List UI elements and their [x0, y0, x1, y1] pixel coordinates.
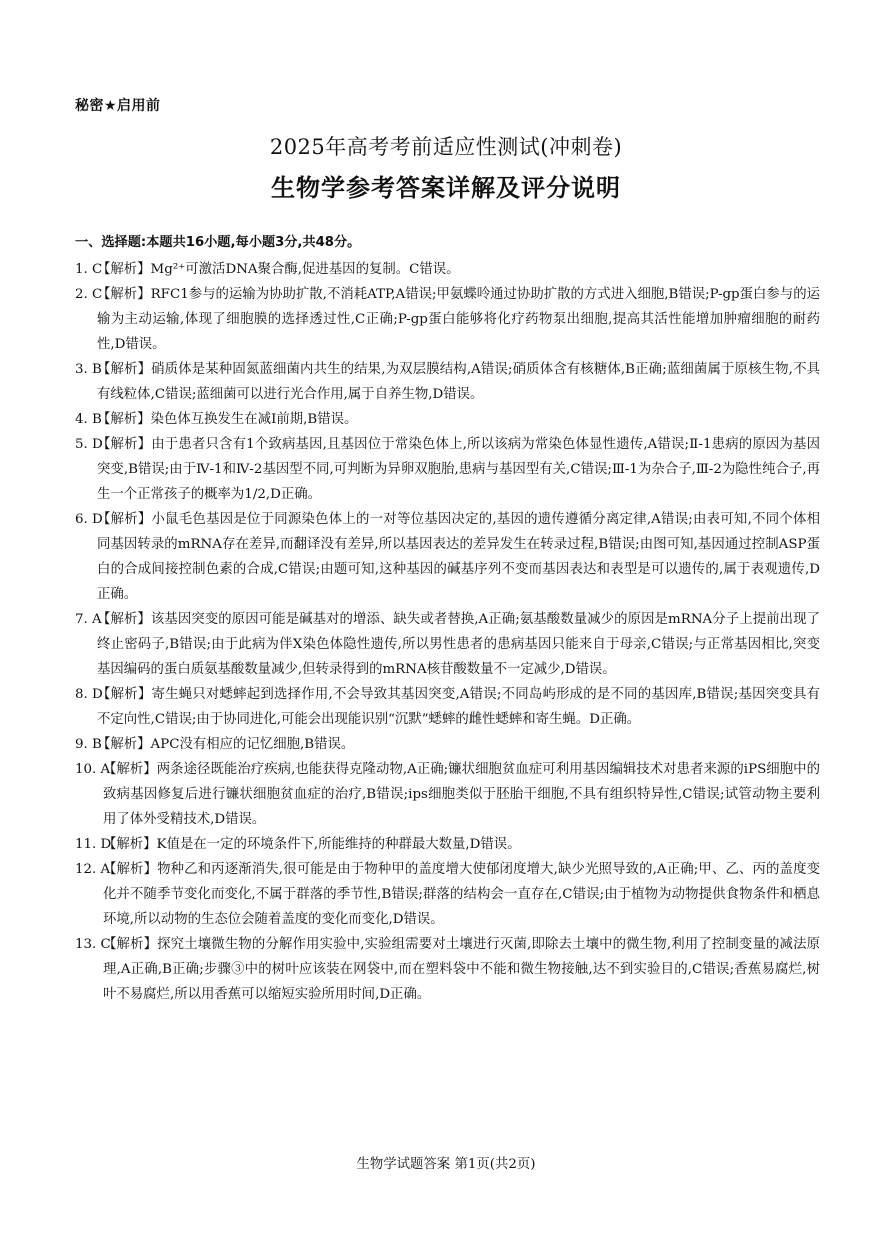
- answer-number: 12. A: [75, 862, 111, 877]
- answer-explanation: 【解析】寄生蝇只对蟋蟀起到选择作用,不会导致其基因突变,A错误;不同岛屿形成的是不同的基因库,B错误;基因突变具有不定向性,C错误;由于协同进化,可能会出现能识别“沉默”蟋蟀的雌性蟋蟀和寄生蝇。D正确。: [97, 687, 820, 727]
- answer-explanation: 【解析】Mg²⁺可激活DNA聚合酶,促进基因的复制。C错误。: [97, 262, 460, 277]
- answer-explanation: 【解析】RFC1参与的运输为协助扩散,不消耗ATP,A错误;甲氨蝶呤通过协助扩散的方式进入细胞,B错误;P-gp蛋白参与的运输为主动运输,体现了细胞膜的选择透过性,C正确;P-gp蛋白能够将化疗药物泵出细胞,提高其活性能增加肿瘤细胞的耐药性,D错误。: [97, 287, 821, 352]
- answer-explanation: 【解析】两条途径既能治疗疾病,也能获得克隆动物,A正确;镰状细胞贫血症可利用基因编辑技术对患者来源的iPS细胞中的致病基因修复后进行镰状细胞贫血症的治疗,B错误;ips细胞类似于胚胎干细胞,不具有组织特异性,C错误;试管动物主要利用了体外受精技术,D错误。: [103, 762, 820, 827]
- answer-item-13: [75, 932, 820, 1007]
- answer-item-6: [75, 507, 820, 607]
- answer-item-5: [75, 432, 820, 507]
- answer-item-1: [75, 257, 820, 282]
- answer-item-12: [75, 857, 820, 932]
- answer-number: 2. C: [75, 287, 103, 302]
- answer-number: 10. A: [75, 762, 111, 777]
- answer-explanation: 【解析】探究土壤微生物的分解作用实验中,实验组需要对土壤进行灭菌,即除去土壤中的微生物,利用了控制变量的减法原理,A正确,B正确;步骤③中的树叶应该装在网袋中,而在塑料袋中不能和微生物接触,达不到实验目的,C错误;香蕉易腐烂,树叶不易腐烂,所以用香蕉可以缩短实验所用时间,D正确。: [103, 937, 820, 1002]
- answer-number: 1. C: [75, 262, 103, 277]
- answer-item-9: [75, 732, 820, 757]
- answer-explanation: 【解析】K值是在一定的环境条件下,所能维持的种群最大数量,D错误。: [103, 837, 521, 852]
- answer-content: [75, 230, 820, 1007]
- exam-title: 2025年高考考前适应性测试(冲刺卷): [269, 135, 623, 159]
- answer-item-2: [75, 282, 820, 357]
- page-footer: 生物学试题答案 第1页(共2页): [356, 1157, 536, 1172]
- answer-number: 11. D: [75, 837, 112, 852]
- answer-number: 6. D: [75, 512, 103, 527]
- answer-explanation: 【解析】物种乙和丙逐渐消失,很可能是由于物种甲的盖度增大使郁闭度增大,缺少光照导致的,A正确;甲、乙、丙的盖度变化并不随季节变化而变化,不属于群落的季节性,B错误;群落的结构会一直存在,C错误;由于植物为动物提供食物条件和栖息环境,所以动物的生态位会随着盖度的变化而变化,D错误。: [103, 862, 820, 927]
- answer-number: 5. D: [75, 437, 103, 452]
- answer-item-3: [75, 357, 820, 407]
- answer-explanation: 【解析】硝质体是某种固氮蓝细菌内共生的结果,为双层膜结构,A错误;硝质体含有核糖体,B正确;蓝细菌属于原核生物,不具有线粒体,C错误;蓝细菌可以进行光合作用,属于自养生物,D错误。: [97, 362, 820, 402]
- answer-number: 4. B: [75, 412, 102, 427]
- answer-number: 13. C: [75, 937, 111, 952]
- document-title: 生物学参考答案详解及评分说明: [271, 174, 621, 202]
- section-heading: 一、选择题:本题共16小题,每小题3分,共48分。: [75, 235, 361, 250]
- answer-explanation: 【解析】染色体互换发生在减Ⅰ前期,B错误。: [97, 412, 358, 427]
- answer-explanation: 【解析】小鼠毛色基因是位于同源染色体上的一对等位基因决定的,基因的遗传遵循分离定律,A错误;由表可知,不同个体相同基因转录的mRNA存在差异,而翻译没有差异,所以基因表达的差异发生在转录过程,B错误;由图可知,基因通过控制ASP蛋白的合成间接控制色素的合成,C错误;由题可知,这种基因的碱基序列不变而基因表达和表型是可以遗传的,属于表观遗传,D正确。: [97, 512, 820, 602]
- answer-item-11: [75, 832, 820, 857]
- answer-item-8: [75, 682, 820, 732]
- answer-explanation: 【解析】APC没有相应的记忆细胞,B错误。: [97, 737, 355, 752]
- answer-number: 7. A: [75, 612, 102, 627]
- answer-number: 8. D: [75, 687, 103, 702]
- answer-item-10: [75, 757, 820, 832]
- answer-item-7: [75, 607, 820, 682]
- answer-number: 3. B: [75, 362, 102, 377]
- answer-explanation: 【解析】该基因突变的原因可能是碱基对的增添、缺失或者替换,A正确;氨基酸数量减少的原因是mRNA分子上提前出现了终止密码子,B错误;由于此病为伴X染色体隐性遗传,所以男性患者的患病基因只能来自于母亲,C错误;与正常基因相比,突变基因编码的蛋白质氨基酸数量减少,但转录得到的mRNA核苷酸数量不一定减少,D错误。: [97, 612, 820, 677]
- answer-item-4: [75, 407, 820, 432]
- confidential-label: 秘密★启用前: [75, 98, 161, 114]
- answer-explanation: 【解析】由于患者只含有1个致病基因,且基因位于常染色体上,所以该病为常染色体显性遗传,A错误;Ⅱ-1患病的原因为基因突变,B错误;由于Ⅳ-1和Ⅳ-2基因型不同,可判断为异卵双胞胎,患病与基因型有关,C错误;Ⅲ-1为杂合子,Ⅲ-2为隐性纯合子,再生一个正常孩子的概率为1/2,D正确。: [97, 437, 820, 502]
- answer-number: 9. B: [75, 737, 102, 752]
